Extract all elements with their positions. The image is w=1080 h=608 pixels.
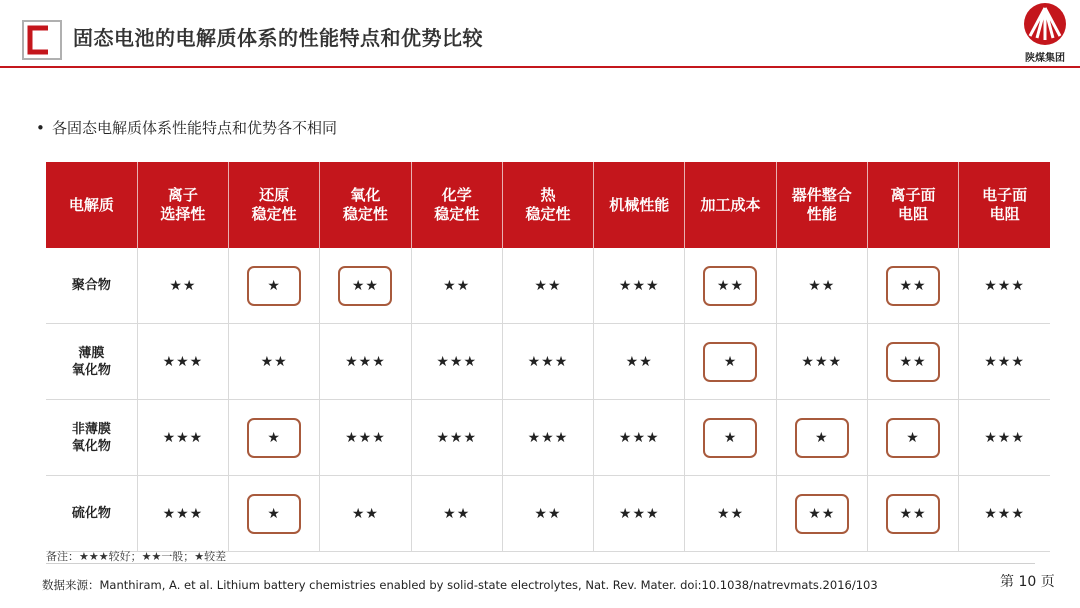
- rating-cell: [685, 248, 776, 324]
- rating-note: 备注：★★★较好；★★一般；★较差: [46, 550, 227, 563]
- rating-cell: [411, 248, 502, 324]
- electrolyte-name: 薄膜 氧化物: [46, 324, 137, 400]
- rating-cell: [776, 476, 867, 552]
- rating-cell: [411, 476, 502, 552]
- star-rating: ★★★: [984, 353, 1025, 370]
- highlighted-rating: ★★: [703, 266, 757, 306]
- footer-divider: [46, 563, 1035, 564]
- column-header: 化学 稳定性: [411, 162, 502, 248]
- star-rating: ★★: [443, 505, 471, 522]
- star-rating: ★★★: [527, 353, 569, 370]
- star-rating: ★★: [716, 505, 745, 522]
- rating-cell: [959, 324, 1050, 400]
- star-rating: ★★★: [436, 429, 478, 446]
- highlighted-rating: ★★: [338, 266, 392, 306]
- highlighted-rating: ★: [247, 266, 301, 306]
- rating-cell: [502, 248, 593, 324]
- column-header: 热 稳定性: [502, 162, 593, 248]
- rating-cell: [776, 400, 867, 476]
- star-rating: ★★: [534, 277, 562, 294]
- rating-cell: [229, 476, 320, 552]
- rating-cell: [685, 476, 776, 552]
- rating-cell: [320, 248, 411, 324]
- star-rating: ★★: [625, 353, 653, 370]
- title-bracket-icon: [20, 18, 64, 62]
- bullet-point: [36, 117, 337, 138]
- rating-cell: [959, 248, 1050, 324]
- rating-cell: [776, 324, 867, 400]
- table-row: [46, 324, 1050, 400]
- electrolyte-name: 聚合物: [46, 248, 137, 324]
- bullet-text: 各固态电解质体系性能特点和优势各不相同: [52, 119, 338, 137]
- company-logo-text: 陕煤集团: [1025, 53, 1065, 64]
- column-header: 还原 稳定性: [229, 162, 320, 248]
- table-row: [46, 248, 1050, 324]
- table-body: [46, 248, 1050, 552]
- highlighted-rating: ★★: [886, 266, 940, 306]
- header-divider: [0, 66, 1080, 68]
- star-rating: ★★★: [527, 429, 569, 446]
- star-rating: ★★: [808, 277, 836, 294]
- rating-cell: [502, 324, 593, 400]
- rating-cell: [594, 400, 685, 476]
- highlighted-rating: ★: [886, 418, 940, 458]
- electrolyte-name: 硫化物: [46, 476, 137, 552]
- column-header: 加工成本: [685, 162, 776, 248]
- page-title: 固态电池的电解质体系的性能特点和优势比较: [73, 26, 483, 50]
- column-header: 电子面 电阻: [959, 162, 1050, 248]
- electrolyte-name: 非薄膜 氧化物: [46, 400, 137, 476]
- star-rating: ★★: [443, 277, 471, 294]
- source-citation: 数据来源：Manthiram, A. et al. Lithium battery chemistries enabled by solid-state electrolytes, Nat. Rev. Mater. doi:10.1038/natrevmats.2016/103: [42, 578, 878, 592]
- rating-cell: [867, 476, 958, 552]
- rating-cell: [776, 248, 867, 324]
- table-row: [46, 476, 1050, 552]
- rating-cell: [502, 476, 593, 552]
- rating-cell: [594, 248, 685, 324]
- star-rating: ★★★: [162, 353, 204, 370]
- rating-cell: [959, 400, 1050, 476]
- star-rating: ★★★: [162, 505, 204, 522]
- rating-cell: [685, 400, 776, 476]
- highlighted-rating: ★: [703, 342, 757, 382]
- star-rating: ★★: [351, 505, 379, 522]
- highlighted-rating: ★: [703, 418, 757, 458]
- rating-cell: [137, 400, 228, 476]
- rating-cell: [320, 476, 411, 552]
- rating-cell: [229, 400, 320, 476]
- comparison-table: [46, 162, 1050, 552]
- star-rating: ★★★: [345, 353, 386, 370]
- highlighted-rating: ★★: [795, 494, 849, 534]
- star-rating: ★★★: [618, 429, 660, 446]
- rating-cell: [594, 476, 685, 552]
- highlighted-rating: ★: [247, 494, 301, 534]
- rating-cell: [320, 400, 411, 476]
- star-rating: ★★: [534, 505, 562, 522]
- rating-cell: [959, 476, 1050, 552]
- column-header: 氧化 稳定性: [320, 162, 411, 248]
- star-rating: ★★★: [162, 429, 204, 446]
- highlighted-rating: ★★: [886, 494, 940, 534]
- rating-cell: [594, 324, 685, 400]
- column-header: 离子 选择性: [137, 162, 228, 248]
- highlighted-rating: ★★: [886, 342, 940, 382]
- rating-cell: [137, 324, 228, 400]
- star-rating: ★★★: [801, 353, 843, 370]
- column-header: 离子面 电阻: [867, 162, 958, 248]
- star-rating: ★★★: [436, 353, 478, 370]
- rating-cell: [137, 248, 228, 324]
- rating-cell: [867, 400, 958, 476]
- star-rating: ★★★: [984, 429, 1025, 446]
- rating-cell: [867, 324, 958, 400]
- column-header: 机械性能: [594, 162, 685, 248]
- star-rating: ★★★: [618, 277, 660, 294]
- star-rating: ★★: [260, 353, 288, 370]
- bullet-dot-icon: •: [36, 119, 45, 137]
- rating-cell: [867, 248, 958, 324]
- rating-cell: [229, 324, 320, 400]
- rating-cell: [229, 248, 320, 324]
- column-header: 电解质: [46, 162, 137, 248]
- star-rating: ★★★: [984, 277, 1025, 294]
- table-row: [46, 400, 1050, 476]
- star-rating: ★★: [169, 277, 197, 294]
- table-header-row: [46, 162, 1050, 248]
- highlighted-rating: ★: [795, 418, 849, 458]
- rating-cell: [411, 324, 502, 400]
- rating-cell: [502, 400, 593, 476]
- star-rating: ★★★: [345, 429, 386, 446]
- rating-cell: [320, 324, 411, 400]
- highlighted-rating: ★: [247, 418, 301, 458]
- column-header: 器件整合 性能: [776, 162, 867, 248]
- star-rating: ★★★: [984, 505, 1025, 522]
- rating-cell: [685, 324, 776, 400]
- star-rating: ★★★: [618, 505, 660, 522]
- page-number: 第 10 页: [1000, 574, 1055, 590]
- rating-cell: [411, 400, 502, 476]
- rating-cell: [137, 476, 228, 552]
